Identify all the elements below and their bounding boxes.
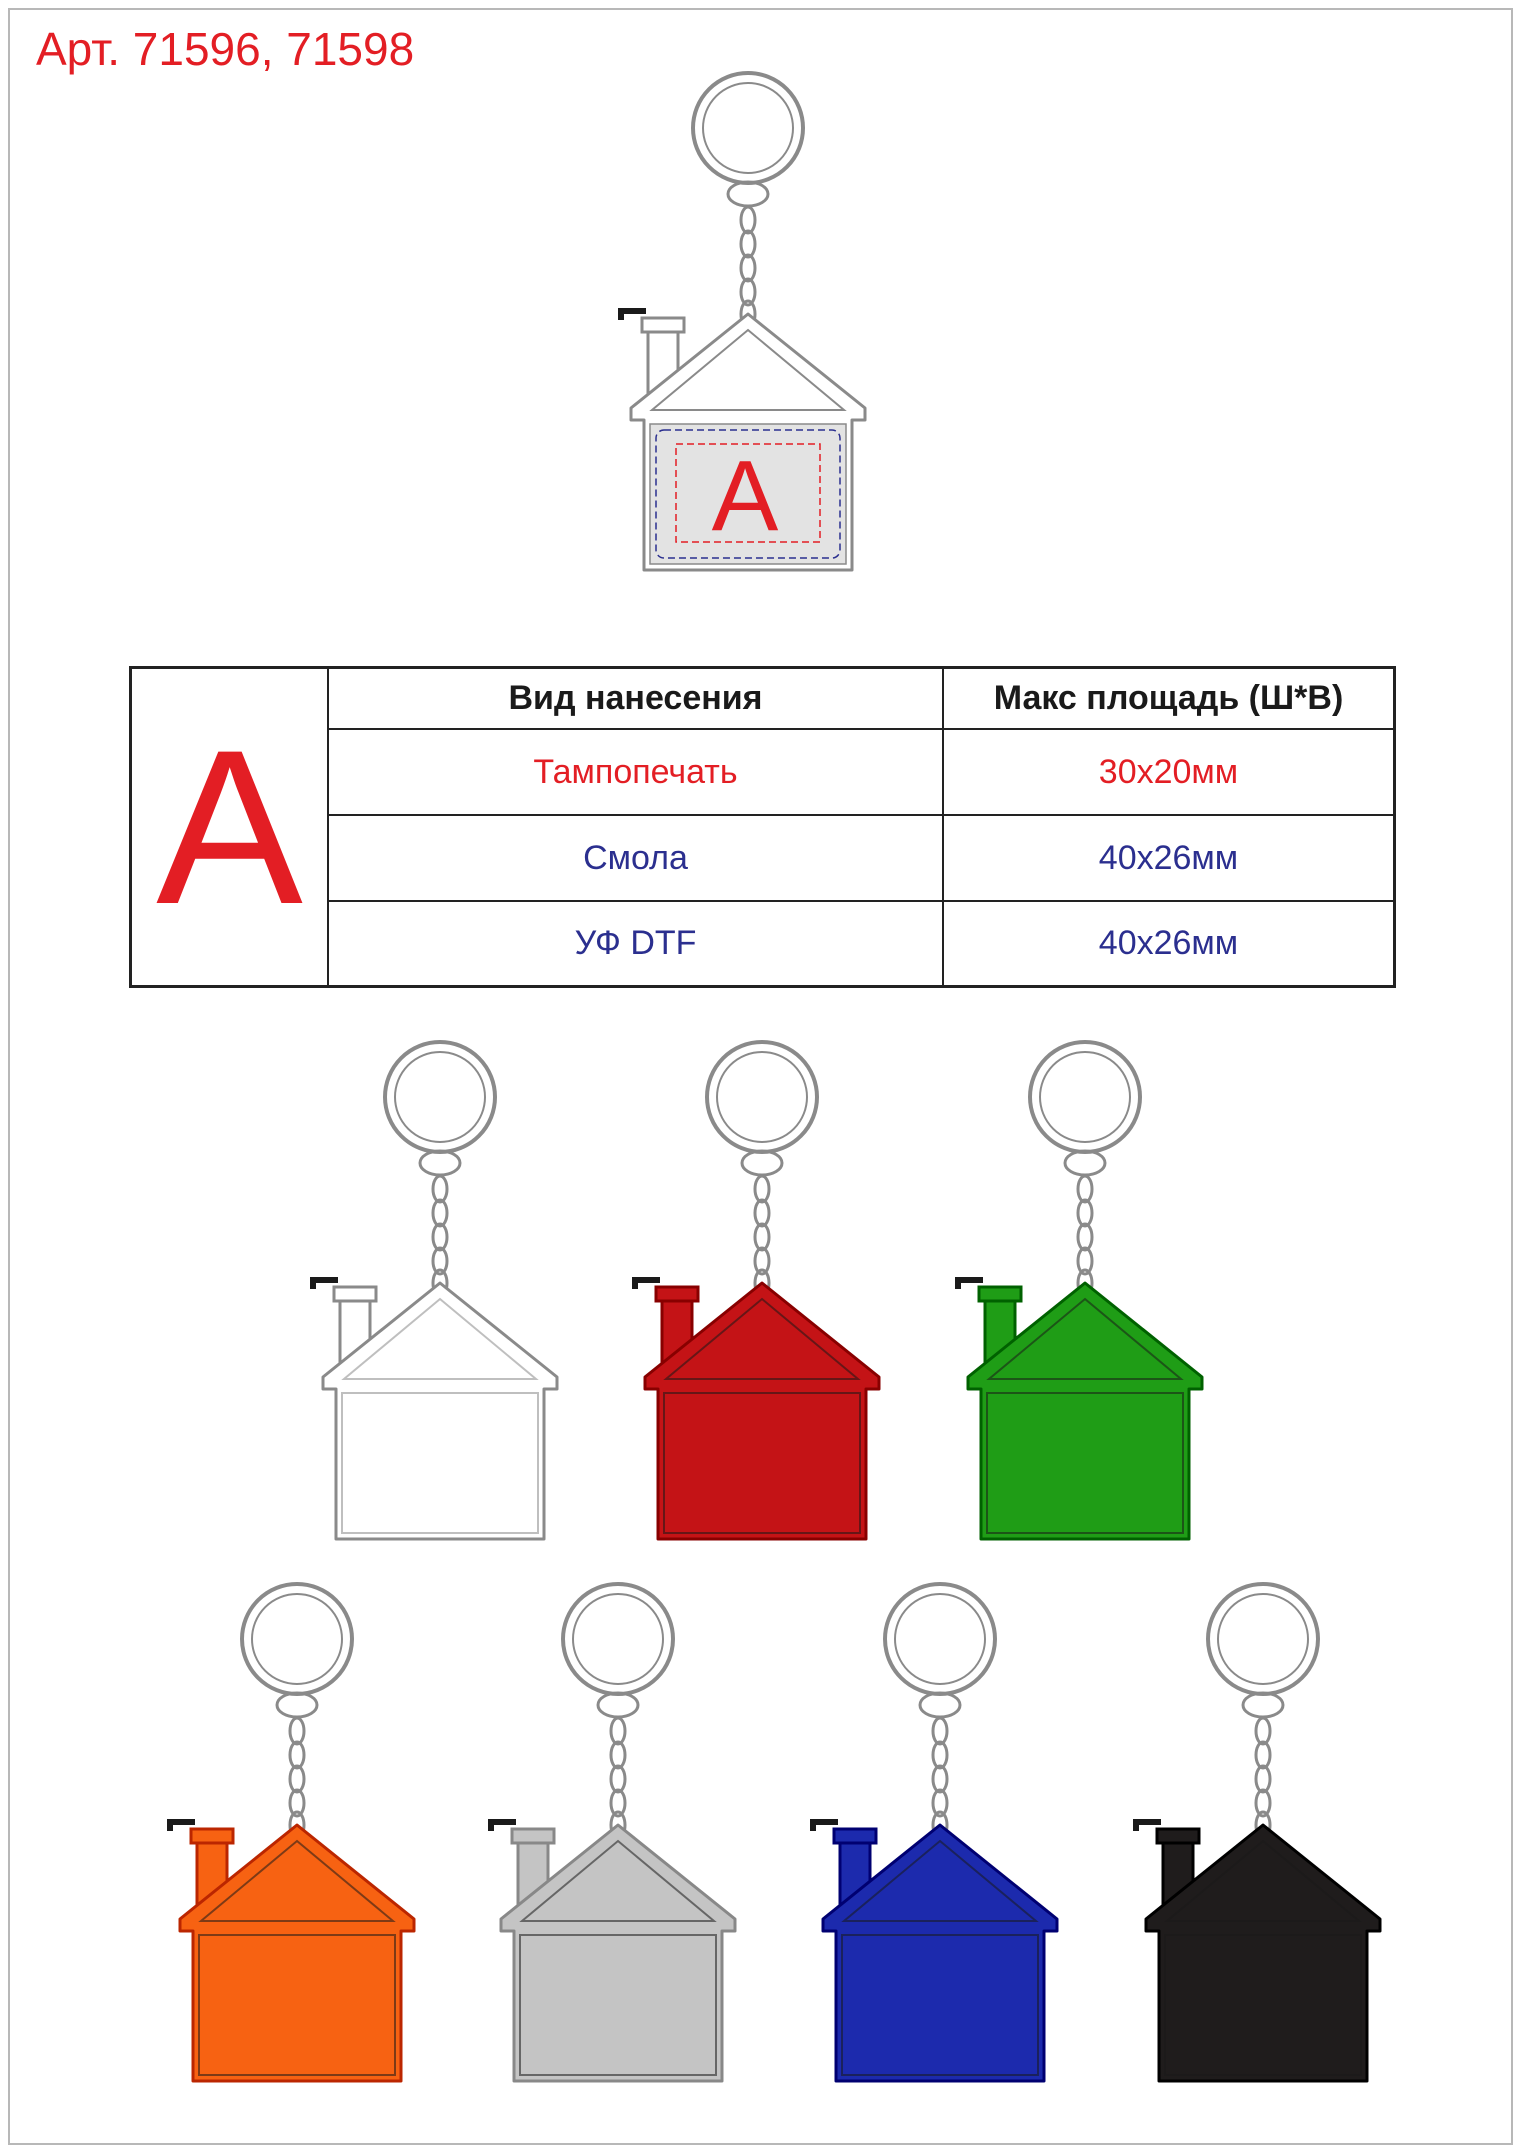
key-ring — [563, 1584, 673, 1694]
area-cell: 40x26мм — [1098, 838, 1239, 877]
connector-ring — [742, 1151, 782, 1175]
chimney — [1157, 1829, 1199, 1843]
chain — [933, 1718, 947, 1838]
chimney — [334, 1287, 376, 1301]
chain — [433, 1176, 447, 1296]
area-cell: 30x20мм — [1098, 752, 1239, 791]
keychain-blue — [810, 1584, 1057, 2081]
connector-ring — [920, 1693, 960, 1717]
chimney — [979, 1287, 1021, 1301]
header-method: Вид нанесения — [329, 669, 944, 728]
connector-ring — [1243, 1693, 1283, 1717]
connector-ring — [420, 1151, 460, 1175]
key-ring — [707, 1042, 817, 1152]
key-ring — [1208, 1584, 1318, 1694]
chain — [755, 1176, 769, 1296]
keychain-white — [310, 1042, 557, 1539]
key-ring — [1030, 1042, 1140, 1152]
method-cell: Смола — [329, 816, 944, 900]
area-cell: 40x26мм — [1098, 924, 1239, 962]
chain — [611, 1718, 625, 1838]
keychain-grey — [488, 1584, 735, 2081]
article-number: Арт. 71596, 71598 — [36, 23, 415, 75]
key-ring — [385, 1042, 495, 1152]
keychain-black — [1133, 1584, 1380, 2081]
method-cell: Тампопечать — [329, 730, 944, 814]
chimney — [512, 1829, 554, 1843]
chain — [290, 1718, 304, 1838]
chimney — [191, 1829, 233, 1843]
header-area: Макс площадь (Ш*В) — [993, 679, 1344, 717]
print-zone-letter: A — [711, 440, 779, 552]
keychain-green — [955, 1042, 1202, 1539]
keychain-red — [632, 1042, 879, 1539]
connector-ring — [1065, 1151, 1105, 1175]
method-cell: УФ DTF — [329, 902, 944, 985]
keychain-orange — [167, 1584, 414, 2081]
key-ring — [242, 1584, 352, 1694]
zone-letter-cell: A — [132, 669, 329, 985]
key-ring — [885, 1584, 995, 1694]
chimney — [834, 1829, 876, 1843]
connector-ring — [277, 1693, 317, 1717]
chain — [1078, 1176, 1092, 1296]
chimney — [656, 1287, 698, 1301]
chain — [1256, 1718, 1270, 1838]
connector-ring — [598, 1693, 638, 1717]
